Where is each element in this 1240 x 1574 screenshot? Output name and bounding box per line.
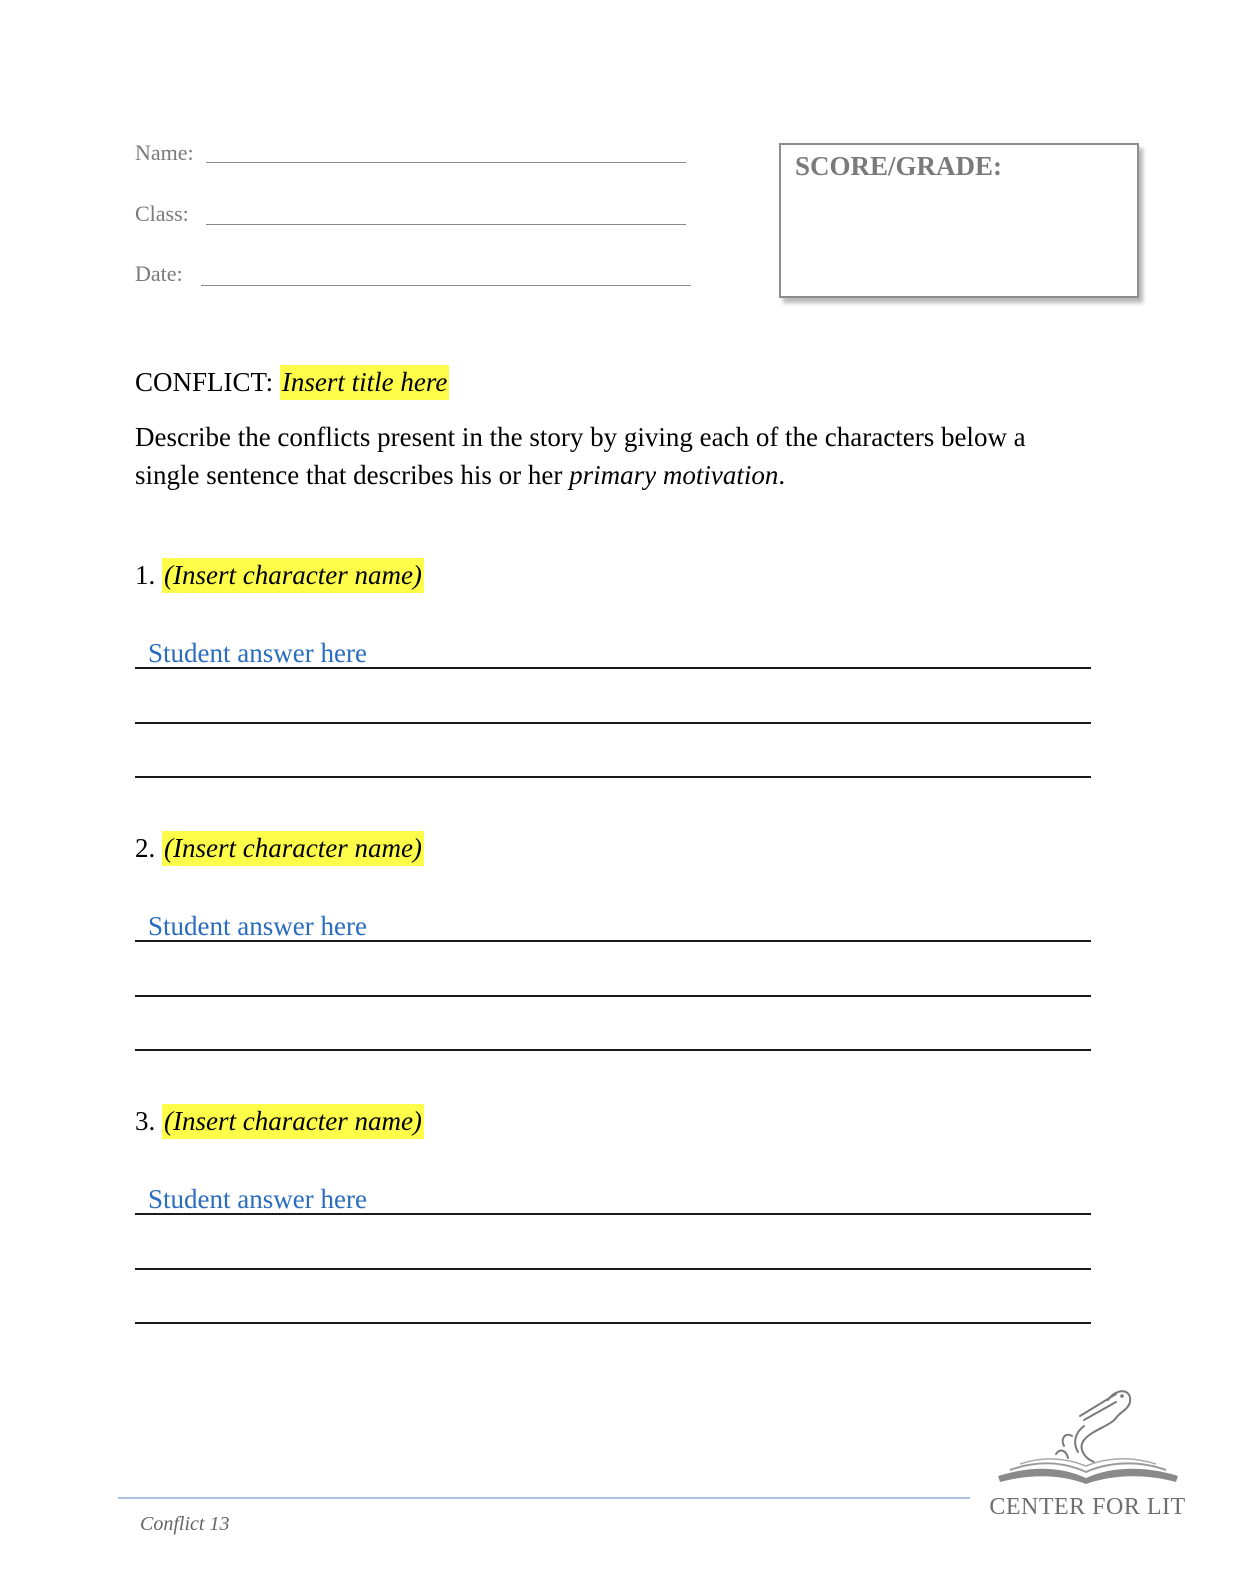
- logo-text: CENTER FOR LIT: [989, 1494, 1186, 1520]
- footer-page-label: Conflict 13: [140, 1513, 230, 1535]
- conflict-label: CONFLICT:: [135, 367, 274, 397]
- character-heading-1: [135, 560, 424, 591]
- name-label: Name:: [135, 140, 194, 165]
- conflict-heading: [135, 367, 449, 398]
- character-name-placeholder[interactable]: (Insert character name): [162, 558, 424, 593]
- student-answer-placeholder[interactable]: Student answer here: [148, 911, 367, 941]
- answer-line[interactable]: [135, 995, 1091, 997]
- answer-line[interactable]: [135, 1213, 1091, 1215]
- footer-divider: [118, 1497, 970, 1499]
- pelican-book-icon: [980, 1380, 1195, 1492]
- character-heading-2: [135, 833, 424, 864]
- center-for-lit-logo: [980, 1380, 1195, 1530]
- character-number: 3.: [135, 1106, 156, 1136]
- conflict-title-placeholder[interactable]: Insert title here: [280, 365, 449, 400]
- date-field[interactable]: [201, 285, 691, 286]
- instructions-text: Describe the conflicts present in the story by giving each of the characters below a single sentence that describes his or her: [135, 422, 1026, 490]
- instructions-end: .: [778, 460, 786, 490]
- score-grade-label: SCORE/GRADE:: [795, 151, 1003, 181]
- character-number: 2.: [135, 833, 156, 863]
- answer-line[interactable]: [135, 940, 1091, 942]
- score-grade-box[interactable]: [779, 143, 1139, 298]
- character-name-placeholder[interactable]: (Insert character name): [162, 1104, 424, 1139]
- instructions-emphasis: primary motivation: [569, 460, 779, 490]
- answer-line[interactable]: [135, 1268, 1091, 1270]
- character-heading-3: [135, 1106, 424, 1137]
- answer-line[interactable]: [135, 1049, 1091, 1051]
- name-field[interactable]: [206, 162, 686, 163]
- student-answer-placeholder[interactable]: Student answer here: [148, 638, 367, 668]
- student-answer-placeholder[interactable]: Student answer here: [148, 1184, 367, 1214]
- answer-line[interactable]: [135, 776, 1091, 778]
- answer-line[interactable]: [135, 722, 1091, 724]
- class-field[interactable]: [206, 224, 686, 225]
- answer-line[interactable]: [135, 667, 1091, 669]
- character-name-placeholder[interactable]: (Insert character name): [162, 831, 424, 866]
- class-label: Class:: [135, 201, 189, 226]
- answer-line[interactable]: [135, 1322, 1091, 1324]
- character-number: 1.: [135, 560, 156, 590]
- date-label: Date:: [135, 261, 183, 286]
- instructions-paragraph: [135, 418, 1095, 494]
